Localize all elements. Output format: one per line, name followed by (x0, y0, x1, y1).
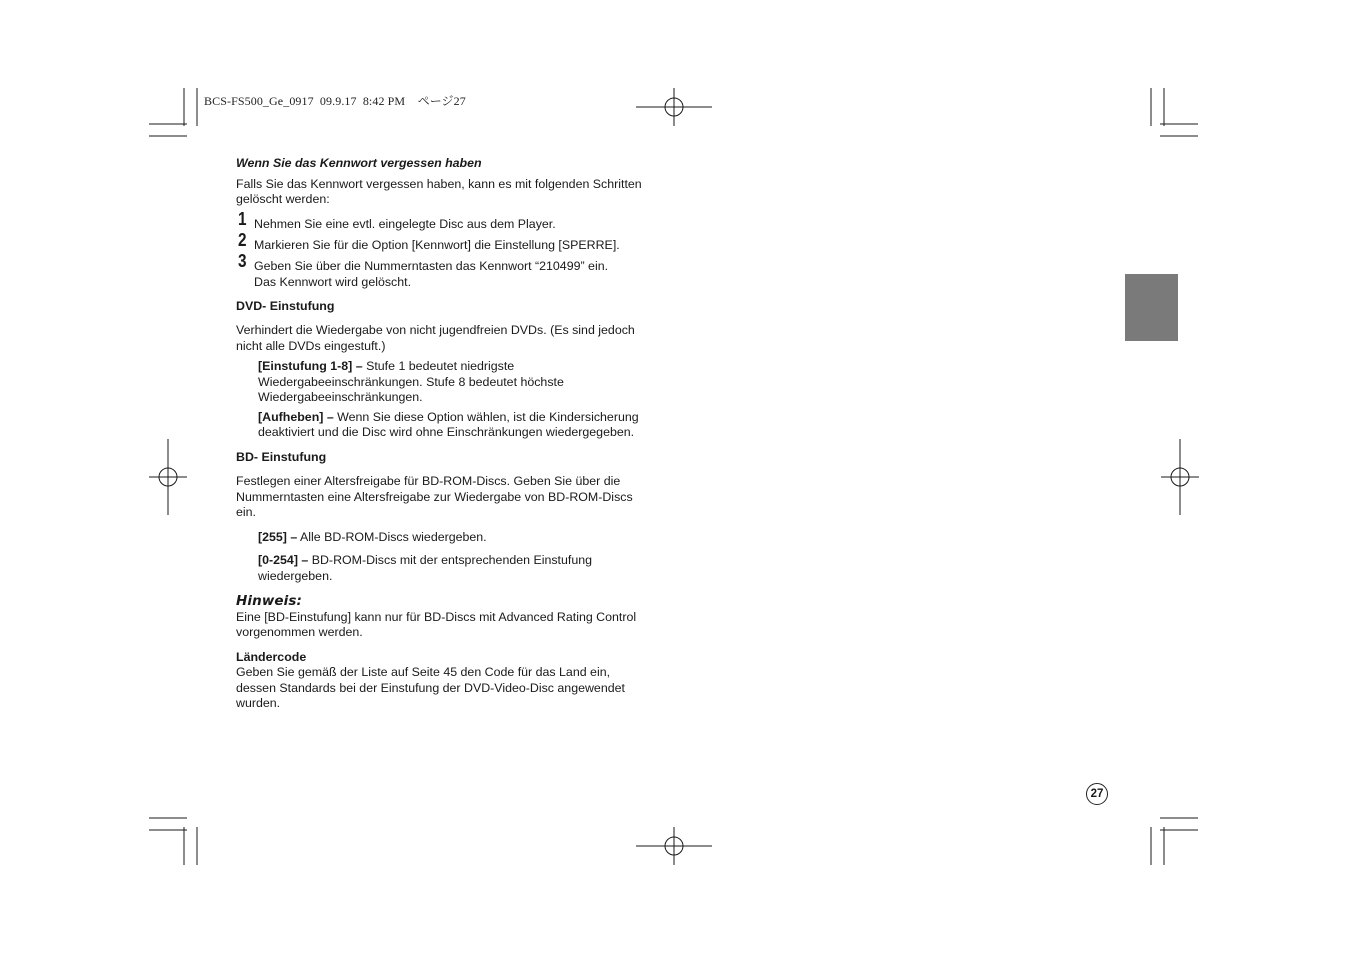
option-label: [0-254] – (258, 553, 309, 567)
bd-option-255 (236, 530, 666, 546)
option-text: BD-ROM-Discs mit der entsprechenden Einstufung (308, 553, 593, 567)
dvd-intro-line2: nicht alle DVDs eingestuft.) (236, 338, 386, 353)
bd-option-0-254 (236, 553, 666, 584)
option-label: [Einstufung 1-8] – (258, 359, 363, 373)
dvd-option-rating (236, 359, 666, 406)
document-body (236, 156, 666, 712)
step-text: Markieren Sie für die Option [Kennwort] die Einstellung [SPERRE]. (254, 237, 620, 252)
note-line1: Eine [BD-Einstufung] kann nur für BD-Discs mit Advanced Rating Control (236, 609, 637, 624)
country-code-title: Ländercode (236, 649, 307, 664)
print-slug: BCS-FS500_Ge_0917 09.9.17 8:42 PM ページ27 (204, 94, 466, 108)
option-text: Wenn Sie diese Option wählen, ist die Kindersicherung (333, 409, 639, 424)
option-text: Alle BD-ROM-Discs wiedergeben. (297, 529, 487, 544)
page-number: 27 (1086, 783, 1108, 805)
bd-intro-line3: ein. (236, 505, 256, 519)
password-intro-line1: Falls Sie das Kennwort vergessen haben, kann es mit folgenden Schritten (236, 176, 642, 191)
dvd-intro-line1: Verhindert die Wiedergabe von nicht jugendfreien DVDs. (Es sind jedoch (236, 323, 635, 337)
step-number: 3 (238, 250, 247, 271)
step-text: Geben Sie über die Nummerntasten das Kennwort “210499” ein. (254, 258, 609, 273)
option-text: Wiedergabeeinschränkungen. (258, 390, 423, 404)
bd-intro-line1: Festlegen einer Altersfreigabe für BD-ROM-Discs. Geben Sie über die (236, 474, 621, 488)
option-text: Wiedergabeeinschränkungen. Stufe 8 bedeutet höchste (258, 374, 564, 389)
dvd-option-unlock (236, 410, 666, 441)
option-text: deaktiviert und die Disc wird ohne Einschränkungen wiedergegeben. (258, 425, 635, 439)
step-number: 2 (238, 229, 247, 250)
password-intro-line2: gelöscht werden: (236, 192, 330, 206)
step-number: 1 (238, 208, 247, 229)
bd-intro-line2: Nummerntasten eine Altersfreigabe zur Wiedergabe von BD-ROM-Discs (236, 489, 633, 504)
option-text: Stufe 1 bedeutet niedrigste (362, 359, 515, 373)
option-text: wiedergeben. (258, 568, 333, 583)
step-text-continued: Das Kennwort wird gelöscht. (254, 275, 412, 289)
country-line1: Geben Sie gemäß der Liste auf Seite 45 den Code für das Land ein, (236, 665, 611, 679)
bd-rating-title: BD- Einstufung (236, 449, 327, 464)
option-label: [255] – (258, 529, 298, 544)
step-text: Nehmen Sie eine evtl. eingelegte Disc aus dem Player. (254, 216, 556, 231)
step-1 (236, 208, 666, 238)
step-2 (236, 229, 666, 259)
section-tab (1125, 274, 1178, 341)
dvd-rating-title: DVD- Einstufung (236, 298, 335, 313)
country-line2: dessen Standards bei der Einstufung der DVD-Video-Disc angewendet (236, 680, 625, 695)
country-line3: wurden. (236, 696, 281, 710)
note-title: Hinweis: (236, 593, 303, 609)
note-line2: vorgenommen werden. (236, 625, 363, 639)
option-label: [Aufheben] – (258, 409, 334, 424)
step-3 (236, 250, 666, 291)
password-title: Wenn Sie das Kennwort vergessen haben (236, 156, 482, 170)
